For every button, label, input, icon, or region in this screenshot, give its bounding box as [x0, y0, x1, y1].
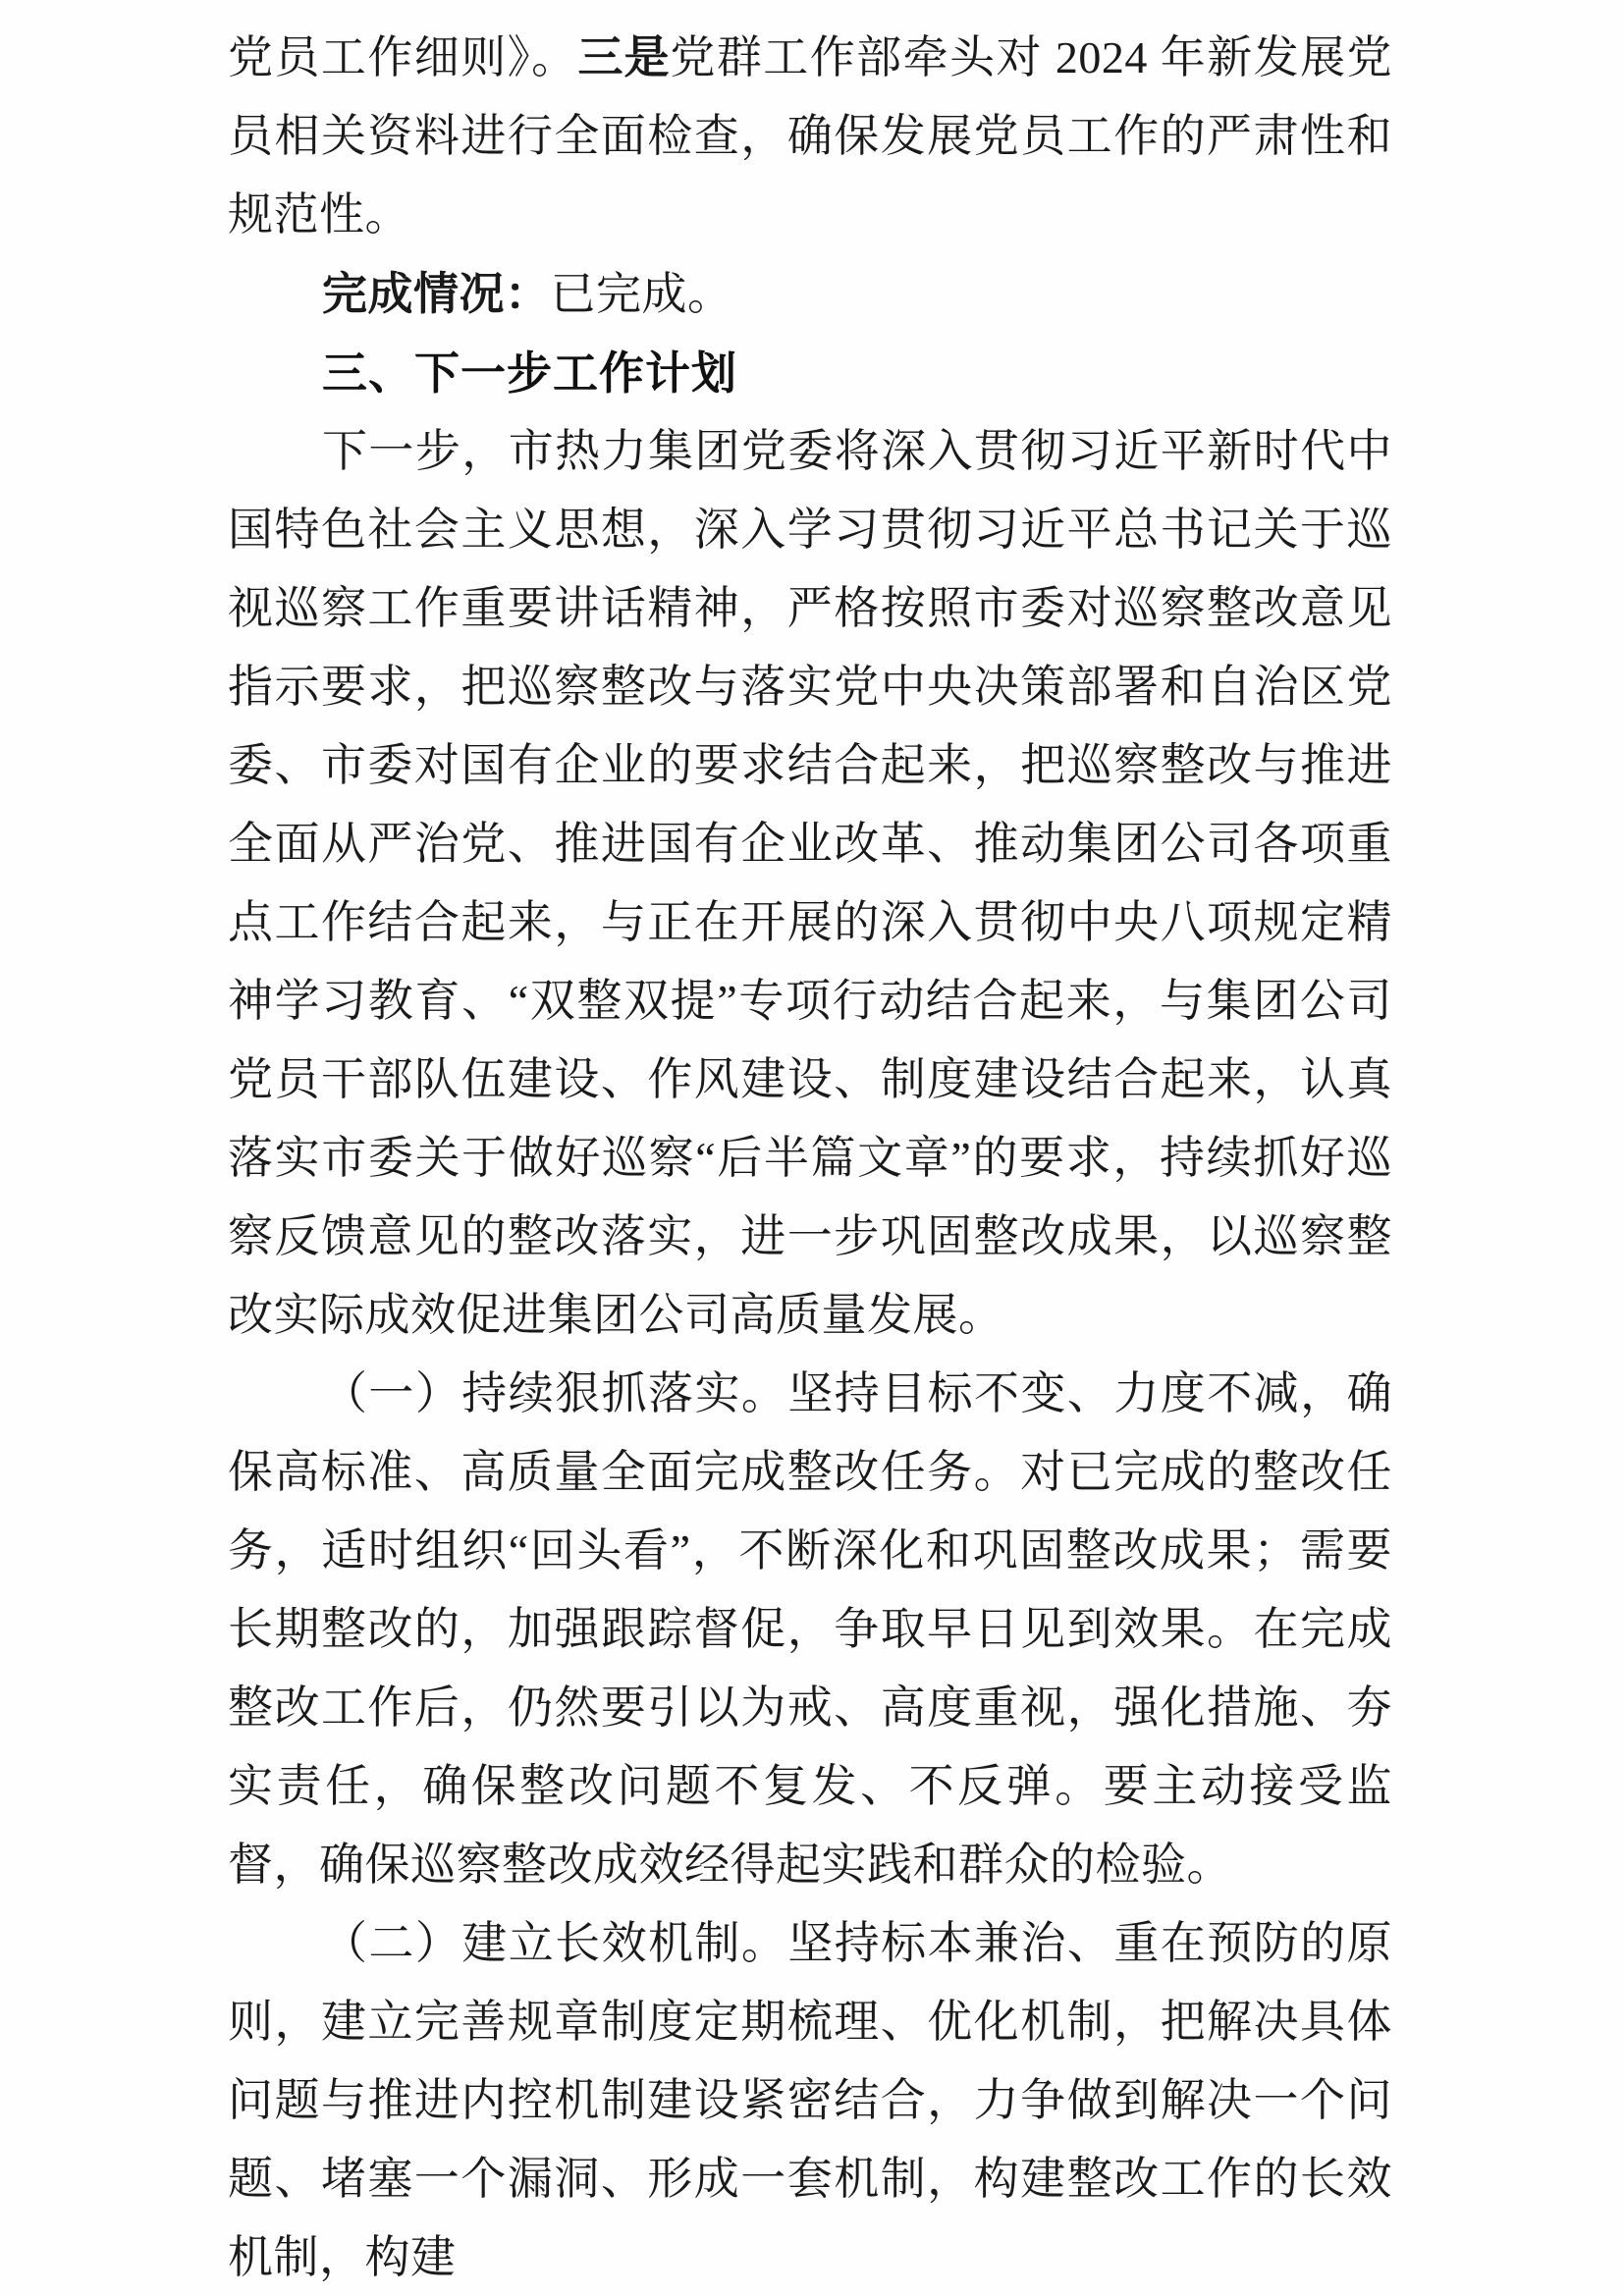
paragraph-next-step-overview: 下一步，市热力集团党委将深入贯彻习近平新时代中国特色社会主义思想，深入学习贯彻习近平总书记关于巡视巡察工作重要讲话精神，严格按照市委对巡察整改意见指示要求，把巡察整改与落实党中央决策部署和自治区党委、市委对国有企业的要求结合起来，把巡察整改与推进全面从严治党、推进国有企业改革、推动集团公司各项重点工作结合起来，与正在开展的深入贯彻中央八项规定精神学习教育、“双整双提”专项行动结合起来，与集团公司党员干部队伍建设、作风建设、制度建设结合起来，认真落实市委关于做好巡察“后半篇文章”的要求，持续抓好巡察反馈意见的整改落实，进一步巩固整改成果，以巡察整改实际成效促进集团公司高质量发展。	[228, 426, 1392, 1340]
completion-status-label: 完成情况：	[322, 268, 551, 319]
paragraph-item-two: （二）建立长效机制。坚持标本兼治、重在预防的原则，建立完善规章制度定期梳理、优化机制，把解决具体问题与推进内控机制建设紧密结合，力争做到解决一个问题、堵塞一个漏洞、形成一套机制，构建整改工作的长效机制，构建	[228, 1918, 1392, 2282]
page-content	[228, 18, 1392, 2296]
completion-status-value: 已完成。	[550, 269, 733, 319]
completion-status-line	[228, 254, 1392, 334]
enumeration-marker-three: 三是	[577, 31, 671, 82]
section-heading-next-step-plan: 三、下一步工作计划	[322, 347, 737, 399]
paragraph-item-one: （一）持续狠抓落实。坚持目标不变、力度不减，确保高标准、高质量全面完成整改任务。对已完成的整改任务，适时组织“回头看”，不断深化和巩固整改成果；需要长期整改的，加强跟踪督促，争取早日见到效果。在完成整改工作后，仍然要引以为戒、高度重视，强化措施、夯实责任，确保整改问题不复发、不反弹。要主动接受监督，确保巡察整改成效经得起实践和群众的检验。	[228, 1368, 1392, 1890]
paragraph-continuation-part1: 党员工作细则》。	[228, 32, 578, 82]
paragraph-continuation	[228, 18, 1392, 254]
paragraph-continuation-part2: 党群工作部牵头对 2024 年新发展党员相关资料进行全面检查，确保发展党员工作的严肃性和规范性。	[228, 32, 1392, 240]
